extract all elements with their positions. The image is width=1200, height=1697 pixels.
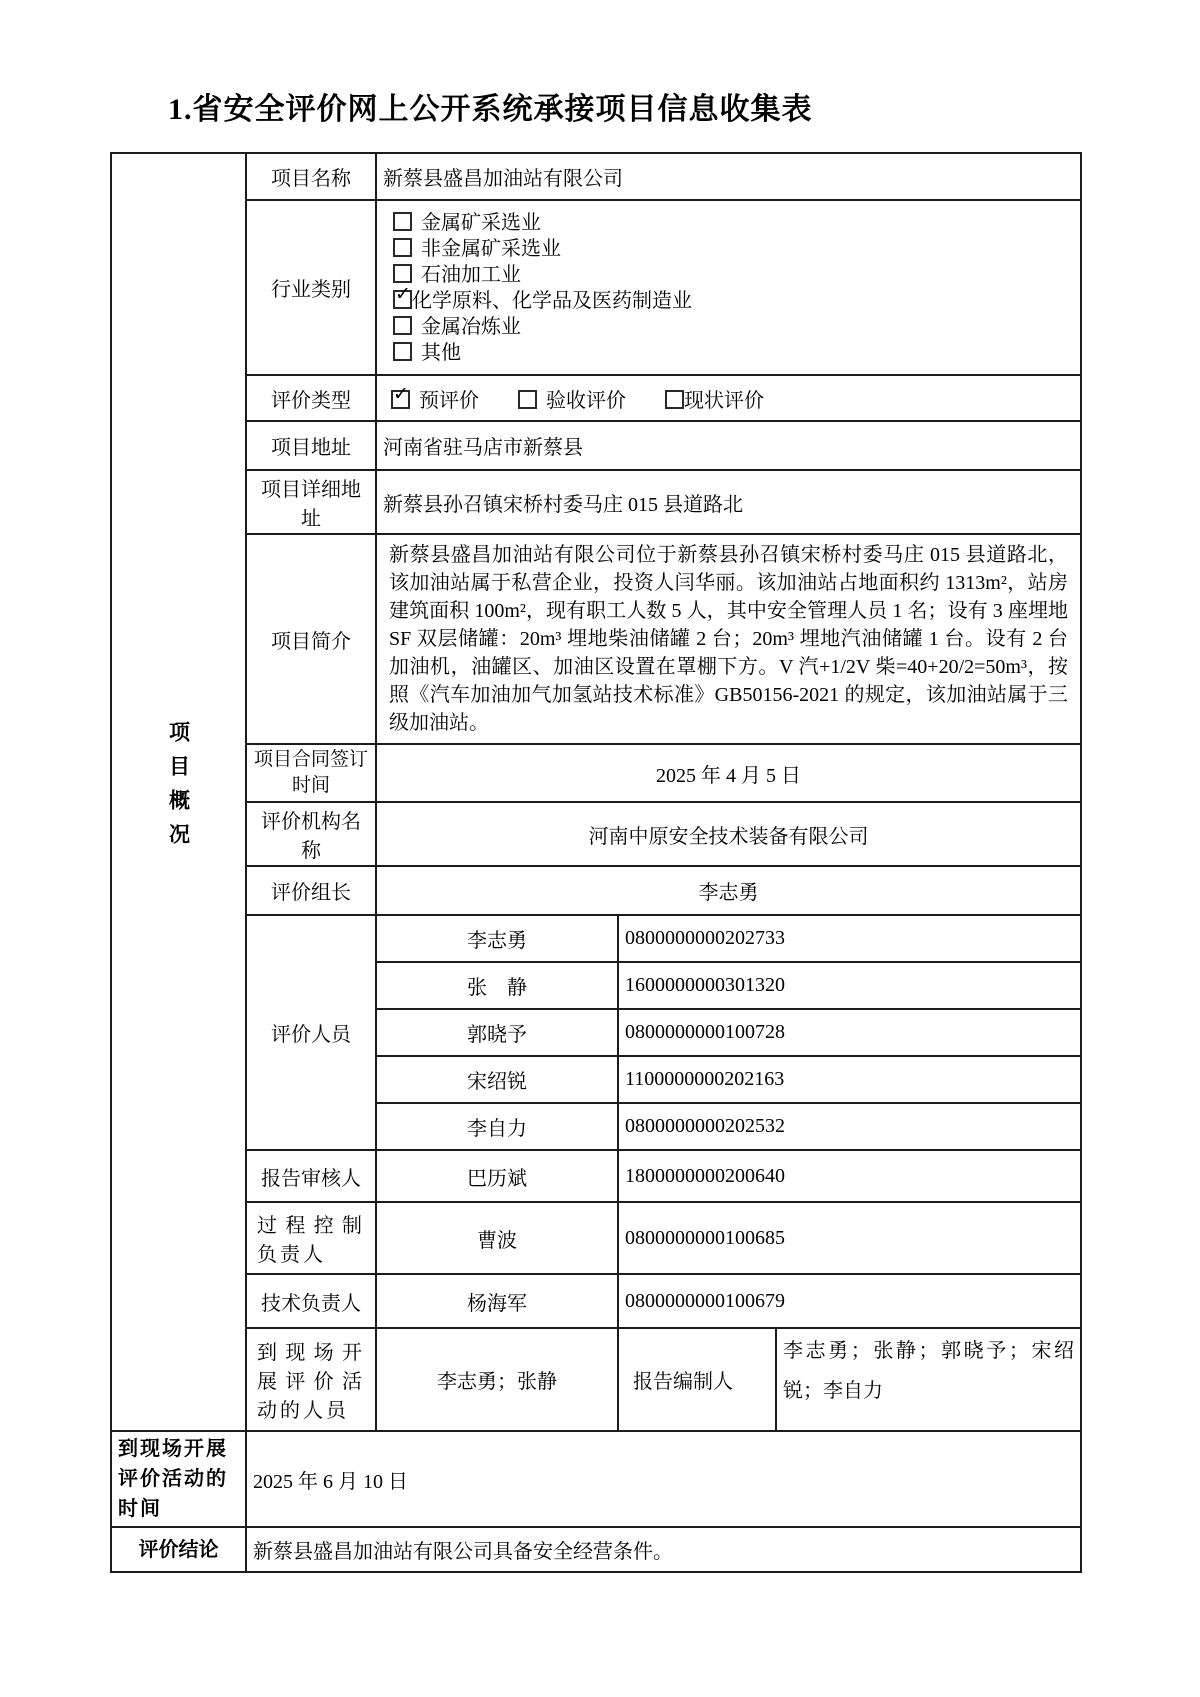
conclusion-label: 评价结论 — [111, 1527, 246, 1572]
onsite-personnel-label: 到现场开展评价活动的人员 — [246, 1328, 376, 1431]
industry-option — [393, 314, 1074, 340]
row-detail-address — [111, 470, 1081, 534]
agency-label: 评价机构名称 — [246, 802, 376, 866]
industry-option — [393, 236, 1074, 262]
team-leader-label: 评价组长 — [246, 866, 376, 915]
checkbox-icon — [393, 264, 412, 283]
option-label: 验收评价 — [546, 389, 626, 412]
tech-lead-name: 杨海军 — [376, 1274, 618, 1328]
checkbox-icon — [665, 390, 684, 409]
contract-date-label: 项目合同签订时间 — [246, 744, 376, 802]
row-industry — [111, 200, 1081, 375]
report-editor-value: 李志勇；张静；郭晓予；宋绍锐；李自力 — [776, 1328, 1081, 1431]
evaluator-id: 1100000000202163 — [618, 1056, 1081, 1103]
industry-options — [376, 200, 1081, 375]
evaluator-id: 0800000000202733 — [618, 915, 1081, 962]
evaluator-id: 0800000000100728 — [618, 1009, 1081, 1056]
row-summary — [111, 534, 1081, 744]
checkbox-icon — [518, 390, 537, 409]
onsite-date-label: 到现场开展评价活动的时间 — [111, 1431, 246, 1527]
conclusion-value: 新蔡县盛昌加油站有限公司具备安全经营条件。 — [246, 1527, 1081, 1572]
process-controller-label: 过程控制负责人 — [246, 1202, 376, 1274]
row-onsite-date — [111, 1431, 1081, 1527]
agency-value: 河南中原安全技术装备有限公司 — [376, 802, 1081, 866]
checkbox-icon — [393, 238, 412, 257]
row-project-name — [111, 153, 1081, 200]
option-label: 石油加工业 — [421, 263, 521, 286]
row-agency — [111, 802, 1081, 866]
row-address — [111, 421, 1081, 470]
project-name-value: 新蔡县盛昌加油站有限公司 — [376, 153, 1081, 200]
checkbox-icon — [393, 342, 412, 361]
industry-option — [393, 282, 1074, 314]
detail-address-label: 项目详细地址 — [246, 470, 376, 534]
option-label: 化学原料、化学品及医药制造业 — [412, 289, 692, 312]
row-evaluator — [111, 915, 1081, 962]
option-label: 其他 — [421, 341, 461, 364]
industry-option — [393, 262, 1074, 288]
report-reviewer-id: 1800000000200640 — [618, 1150, 1081, 1202]
row-eval-type — [111, 375, 1081, 421]
eval-type-options — [376, 375, 1081, 421]
option-label: 现状评价 — [684, 389, 764, 412]
checkbox-checked-icon: ✓ — [391, 390, 410, 409]
row-onsite-personnel — [111, 1328, 1081, 1431]
evaluators-label: 评价人员 — [246, 915, 376, 1150]
evaluator-name: 李自力 — [376, 1103, 618, 1150]
evaluator-id: 0800000000202532 — [618, 1103, 1081, 1150]
page-title: 1.省安全评价网上公开系统承接项目信息收集表 — [168, 93, 813, 126]
checkbox-checked-icon: ✓ — [393, 290, 412, 309]
process-controller-name: 曹波 — [376, 1202, 618, 1274]
row-report-reviewer — [111, 1150, 1081, 1202]
eval-type-label: 评价类型 — [246, 375, 376, 421]
tech-lead-id: 0800000000100679 — [618, 1274, 1081, 1328]
row-conclusion — [111, 1527, 1081, 1572]
row-process-controller — [111, 1202, 1081, 1274]
project-name-label: 项目名称 — [246, 153, 376, 200]
industry-option — [393, 340, 1074, 366]
team-leader-value: 李志勇 — [376, 866, 1081, 915]
address-value: 河南省驻马店市新蔡县 — [376, 421, 1081, 470]
industry-label: 行业类别 — [246, 200, 376, 375]
option-label: 非金属矿采选业 — [421, 237, 561, 260]
address-label: 项目地址 — [246, 421, 376, 470]
summary-cell — [376, 534, 1081, 744]
report-editor-label: 报告编制人 — [618, 1328, 776, 1431]
overview-header-cell — [111, 153, 246, 1431]
evaluator-name: 张 静 — [376, 962, 618, 1009]
onsite-date-value: 2025 年 6 月 10 日 — [246, 1431, 1081, 1527]
info-table — [110, 152, 1082, 1573]
process-controller-id: 0800000000100685 — [618, 1202, 1081, 1274]
industry-option — [393, 210, 1074, 236]
onsite-personnel-value: 李志勇；张静 — [376, 1328, 618, 1431]
report-reviewer-label: 报告审核人 — [246, 1150, 376, 1202]
option-label: 金属矿采选业 — [421, 211, 541, 234]
report-reviewer-name: 巴历斌 — [376, 1150, 618, 1202]
tech-lead-label: 技术负责人 — [246, 1274, 376, 1328]
row-contract-date — [111, 744, 1081, 802]
row-tech-lead — [111, 1274, 1081, 1328]
option-label: 金属冶炼业 — [421, 315, 521, 338]
option-label: 预评价 — [419, 389, 479, 412]
summary-text: 新蔡县盛昌加油站有限公司位于新蔡县孙召镇宋桥村委马庄 015 县道路北，该加油站属于私营企业，投资人闫华丽。该加油站占地面积约 1313m²，站房建筑面积 100m²，现有职工人数 5 人，其中安全管理人员 1 名；设有 3 座埋地 SF 双层储罐：20m³ 埋地柴油储罐 2 台；20m³ 埋地汽油储罐 1 台。设有 2 台加油机，油罐区、加油区设置在罩棚下方。V 汽+1/2V 柴=40+20/2=50m³，按照《汽车加油加气加氢站技术标准》GB50156-2021 的规定，该加油站属于三级加油站。 — [389, 544, 1069, 734]
contract-date-value: 2025 年 4 月 5 日 — [376, 744, 1081, 802]
evaluator-name: 宋绍锐 — [376, 1056, 618, 1103]
detail-address-value: 新蔡县孙召镇宋桥村委马庄 015 县道路北 — [376, 470, 1081, 534]
summary-label: 项目简介 — [246, 534, 376, 744]
checkbox-icon — [393, 212, 412, 231]
eval-type-option — [391, 382, 479, 412]
row-team-leader — [111, 866, 1081, 915]
evaluator-name: 郭晓予 — [376, 1009, 618, 1056]
evaluator-id: 1600000000301320 — [618, 962, 1081, 1009]
overview-header: 项目概况 — [166, 721, 191, 857]
eval-type-option — [665, 390, 764, 412]
checkbox-icon — [393, 316, 412, 335]
evaluator-name: 李志勇 — [376, 915, 618, 962]
eval-type-option — [518, 390, 626, 412]
